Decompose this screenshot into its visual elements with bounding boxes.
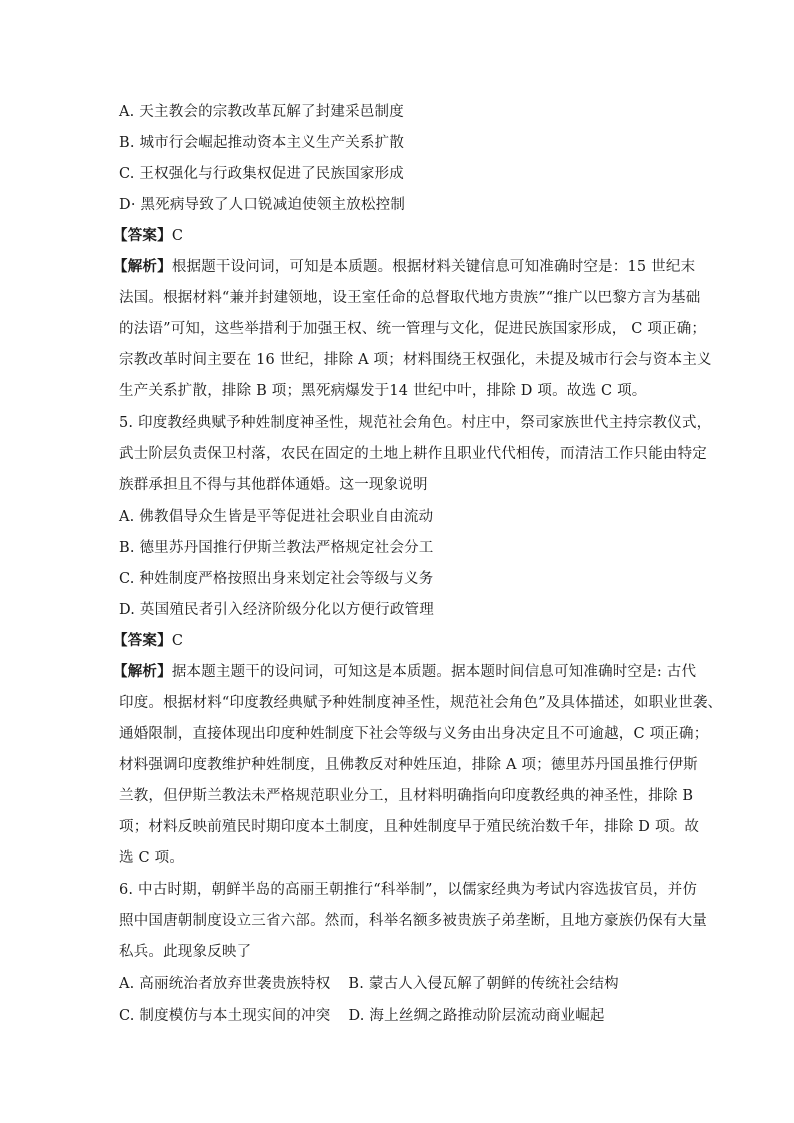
q5-stem-line-3: 族群承担且不得与其他群体通婚。这一现象说明 xyxy=(119,477,428,493)
q4-option-c: C. 王权强化与行政集权促进了民族国家形成 xyxy=(119,166,404,182)
q6-stem-line-1: 6. 中古时期，朝鲜半岛的高丽王朝推行“科举制”，以儒家经典为考试内容选拔官员，并仿 xyxy=(119,882,698,898)
q4-analysis-line-4: 宗教改革时间主要在 16 世纪，排除 A 项；材料围绕王权强化，未提及城市行会与资本主义 xyxy=(119,352,712,368)
q5-option-c: C. 种姓制度严格按照出身来划定社会等级与义务 xyxy=(119,571,434,587)
q4-option-a: A. 天主教会的宗教改革瓦解了封建采邑制度 xyxy=(119,104,404,120)
q4-analysis-line-1 xyxy=(113,257,695,277)
q5-answer-line xyxy=(113,631,183,651)
answer-value: C xyxy=(171,633,184,649)
q4-option-b: B. 城市行会崛起推动资本主义生产关系扩散 xyxy=(119,135,405,151)
q4-analysis-line-3: 的法语”可知，这些举措利于加强王权、统一管理与文化，促进民族国家形成， C 项正确； xyxy=(119,321,707,337)
q6-option-b: B. 蒙古人入侵瓦解了朝鲜的传统社会结构 xyxy=(348,976,619,992)
q5-analysis-line-1 xyxy=(113,662,696,682)
q5-option-a: A. 佛教倡导众生皆是平等促进社会职业自由流动 xyxy=(119,509,434,525)
q5-analysis-line-2: 印度。根据材料“印度教经典赋予种姓制度神圣性，规范社会角色”及具体描述，如职业世袭、 xyxy=(119,695,723,711)
q4-option-d: D· 黑死病导致了人口锐减迫使领主放松控制 xyxy=(119,197,406,213)
q5-stem-line-1: 5. 印度教经典赋予种姓制度神圣性，规范社会角色。村庄中，祭司家族世代主持宗教仪式， xyxy=(119,415,712,431)
analysis-text: 据本题主题干的设问词，可知这是本质题。据本题时间信息可知准确时空是: 古代 xyxy=(171,664,697,680)
q5-option-d: D. 英国殖民者引入经济阶级分化以方便行政管理 xyxy=(119,602,434,618)
answer-label: 【答案】 xyxy=(113,632,172,649)
analysis-text: 根据题干设问词，可知是本质题。根据材料关键信息可知准确时空是：15 世纪末 xyxy=(171,259,696,275)
q5-option-b: B. 德里苏丹国推行伊斯兰教法严格规定社会分工 xyxy=(119,540,434,556)
answer-label: 【答案】 xyxy=(113,227,172,244)
analysis-label: 【解析】 xyxy=(113,663,172,680)
q6-stem-line-2: 照中国唐朝制度设立三省六部。然而，科举名额多被贵族子弟垄断，且地方豪族仍保有大量 xyxy=(119,913,707,929)
q5-analysis-line-3: 通婚限制，直接体现出印度种姓制度下社会等级与义务由出身决定且不可逾越，C 项正确； xyxy=(119,726,709,742)
q4-analysis-line-5: 生产关系扩散，排除 B 项；黑死病爆发于14 世纪中叶，排除 D 项。故选 C 项。 xyxy=(119,383,647,399)
q5-analysis-line-4: 材料强调印度教维护种姓制度，且佛教反对种姓压迫，排除 A 项；德里苏丹国虽推行伊斯 xyxy=(119,757,698,773)
q5-analysis-line-5: 兰教，但伊斯兰教法未严格规范职业分工，且材料明确指向印度教经典的神圣性，排除 B xyxy=(119,788,694,804)
answer-value: C xyxy=(171,228,184,244)
q5-analysis-line-7: 选 C 项。 xyxy=(119,850,185,866)
q6-option-c: C. 制度模仿与本土现实间的冲突 xyxy=(119,1008,331,1024)
q5-analysis-line-6: 项；材料反映前殖民时期印度本土制度，且种姓制度早于殖民统治数千年，排除 D 项。故 xyxy=(119,819,700,835)
q4-analysis-line-2: 法国。根据材料“兼并封建领地，设王室任命的总督取代地方贵族”“推广以巴黎方言为基础 xyxy=(119,290,701,306)
q4-answer-line xyxy=(113,226,183,246)
q5-stem-line-2: 武士阶层负责保卫村落，农民在固定的土地上耕作且职业代代相传，而清洁工作只能由特定 xyxy=(119,446,707,462)
q6-stem-line-3: 私兵。此现象反映了 xyxy=(119,944,252,960)
analysis-label: 【解析】 xyxy=(113,258,172,275)
q6-options-row-2 xyxy=(119,1006,605,1026)
q6-options-row-1 xyxy=(119,974,619,994)
q6-option-d: D. 海上丝绸之路推动阶层流动商业崛起 xyxy=(348,1008,605,1024)
q6-option-a: A. 高丽统治者放弃世袭贵族特权 xyxy=(119,976,331,992)
